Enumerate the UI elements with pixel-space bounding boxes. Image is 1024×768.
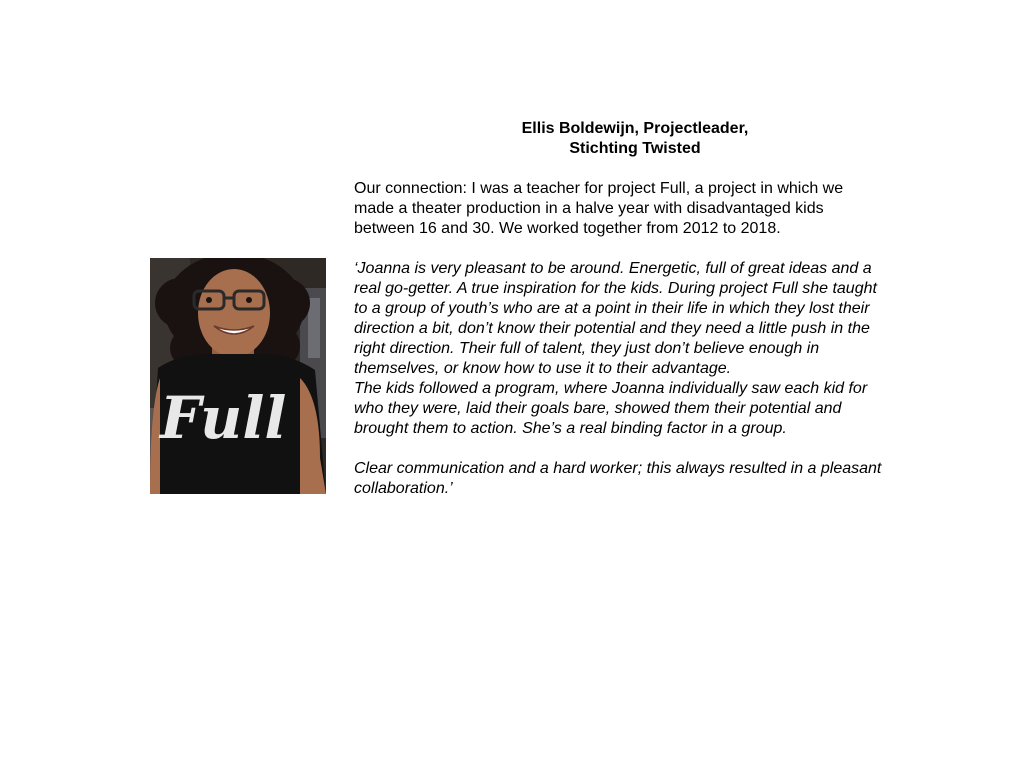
- quote-paragraph-2: Clear communication and a hard worker; this always resulted in a pleasant collaboration.’: [354, 460, 882, 497]
- connection-paragraph: Our connection: I was a teacher for project Full, a project in which we made a theater production in a halve year with disadvantaged kids between 16 and 30. We worked together from 2012 to 2018.: [354, 180, 844, 237]
- portrait-photo: [150, 258, 326, 494]
- shirt-print-text: Full: [160, 384, 287, 452]
- quote-paragraph-1: ‘Joanna is very pleasant to be around. Energetic, full of great ideas and a real go-getter. A true inspiration for the kids. During project Full she taught to a group of youth’s who are at a point in their life in which they lost their direction a bit, don’t know their potential and they need a little push in the right direction. Their full of talent, they just don’t believe enough in themselves, or know how to use it to their advantage. The kids followed a program, where Joanna individually saw each kid for who they were, laid their goals bare, showed them their potential and brought them to action. She’s a real binding factor in a group.: [354, 260, 877, 437]
- testimonial-text: [354, 119, 929, 499]
- portrait-image: [150, 258, 326, 494]
- author-heading: [354, 119, 916, 159]
- author-name-line: Ellis Boldewijn, Projectleader,: [521, 120, 749, 137]
- author-org-line: Stichting Twisted: [569, 140, 701, 157]
